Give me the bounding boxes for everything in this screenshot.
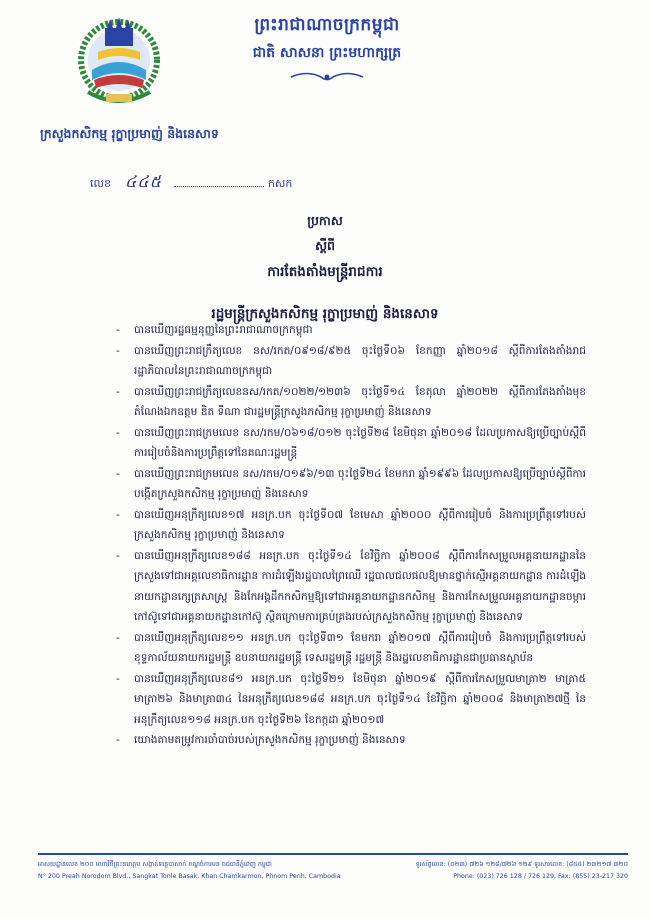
document-title-block <box>0 213 650 325</box>
list-item: - បានឃើញព្រះរាជក្រឹត្យលេខនស/រកត/១០២២/១២៣៦ ចុះថ្ងៃទី១៤ ខែតុលា ឆ្នាំ២០២២ ស្តីពីការតែងតាំងមុខតំណែងឯកឧត្តម ឌិត ទីណា ជារដ្ឋមន្ត្រីក្រសួងកសិកម្ម រុក្ខាប្រមាញ់ និងនេសាទ <box>116 382 586 423</box>
list-item: - បានឃើញព្រះរាជក្រមលេខ នស/រកម/០៦១៨/០១២ ចុះថ្ងៃទី២៨ ខែមិថុនា ឆ្នាំ២០១៨ ដែលប្រកាសឱ្យប្រើច្បាប់ស្តីពីការរៀបចំនិងការប្រព្រឹត្តទៅនៃគណៈរដ្ឋមន្ត្រី <box>116 423 586 464</box>
footer-divider <box>38 853 628 855</box>
kingdom-name: ព្រះរាជាណាចក្រកម្ពុជា <box>254 15 400 35</box>
national-motto: ជាតិ សាសនា ព្រះមហាក្សត្រ <box>252 45 402 61</box>
list-item: - យោងតាមតម្រូវការចាំបាច់របស់ក្រសួងកសិកម្ម រុក្ខាប្រមាញ់ និងនេសាទ <box>116 730 586 751</box>
legal-basis-list <box>116 320 586 751</box>
list-item: - បានឃើញអនុក្រឹត្យលេខ៨១ អនក្រ.បក ចុះថ្ងៃទី២១ ខែមិថុនា ឆ្នាំ២០១៩ ស្តីពីការកែសម្រួលមាត្រា២ មាត្រា៥ មាត្រា២៦ និងមាត្រា៣៤ នៃអនុក្រឹត្យលេខ១៨៨ អនក្រ.បក ចុះថ្ងៃទី១៤ ខែវិច្ឆិកា ឆ្នាំ២០០៨ និងមាត្រា២៧ថ្មី នៃអនុក្រឹត្យលេខ១១៨ អនក្រ.បក ចុះថ្ងៃទី២៦ ខែកក្កដា ឆ្នាំ២០១៧ <box>116 669 586 731</box>
title-on: ស្តីពី <box>315 238 335 253</box>
ministry-name: ក្រសួងកសិកម្ម រុក្ខាប្រមាញ់ និងនេសាទ <box>40 126 219 141</box>
footer-phone-english: Phone: (023) 726 128 / 726 129, Fax: (855) 23-217 320 <box>453 873 628 880</box>
ministry-logo <box>76 14 162 114</box>
ref-dotted-line <box>174 186 264 187</box>
footer-address-khmer: អាសយដ្ឋានលេខ ២០០ មហាវិថីព្រះនរោត្តម សង្កាត់ទន្លេបាសាក់ ខណ្ឌចំការមន រាជធានីភ្នំពេញ កម្ពុជា <box>38 861 272 868</box>
title-subject: ការតែងតាំងមន្ត្រីរាជការ <box>267 264 383 280</box>
list-item: - បានឃើញព្រះរាជក្រឹត្យលេខ នស/រកត/០៩១៨/៩២៥ ចុះថ្ងៃទី០៦ ខែកញ្ញា ឆ្នាំ២០១៨ ស្តីពីការតែងតាំងរាជរដ្ឋាភិបាលនៃព្រះរាជាណាចក្រកម្ពុជា <box>116 341 586 382</box>
footer-address-english: N° 200 Preah Norodom Blvd., Sangkat Tonle Basak, Khan Chamkarmon, Phnom Penh, Cambodia <box>38 873 341 880</box>
list-item: - បានឃើញអនុក្រឹត្យលេខ១៧ អនក្រ.បក ចុះថ្ងៃទី០៧ ខែមេសា ឆ្នាំ២០០០ ស្តីពីការរៀបចំ និងការប្រព្រឹត្តទៅរបស់ក្រសួងកសិកម្ម រុក្ខាប្រមាញ់ និងនេសាទ <box>116 505 586 546</box>
ref-prefix: លេខ <box>90 177 111 190</box>
list-item: - បានឃើញរដ្ឋធម្មនុញ្ញនៃព្រះរាជាណាចក្រកម្ពុជា <box>116 320 586 341</box>
list-item: - បានឃើញអនុក្រឹត្យលេខ១១ អនក្រ.បក ចុះថ្ងៃទី៣១ ខែមករា ឆ្នាំ២០១៧ ស្តីពីការរៀបចំ និងការប្រព្រឹត្តទៅរបស់ខុទ្ទកាល័យនាយករដ្ឋមន្ត្រី ឧបនាយករដ្ឋមន្ត្រី ទេសរដ្ឋមន្ត្រី រដ្ឋមន្ត្រី និងរដ្ឋលេខាធិការដ្ឋានជាប្រធានស្ថាប័ន <box>116 628 586 669</box>
footer-phone-khmer: ទូរស័ព្ទលេខ: (០២៣) ៧២៦ ១២៨/៧២៦ ១២៩ ទូរសារលេខ: (៨៥៥) ២៣២១៧ ៣២០ <box>415 861 628 868</box>
title-proclamation: ប្រកាស <box>307 213 343 228</box>
ref-suffix: កសក <box>267 177 293 190</box>
list-item: - បានឃើញព្រះរាជក្រមលេខ នស/រកម/០១៩៦/១៣ ចុះថ្ងៃទី២៤ ខែមករា ឆ្នាំ១៩៩៦ ដែលប្រកាសឱ្យប្រើច្បាប់ស្តីពីការបង្កើតក្រសួងកសិកម្ម រុក្ខាប្រមាញ់ និងនេសាទ <box>116 464 586 505</box>
flourish-ornament <box>287 70 367 84</box>
list-item: - បានឃើញអនុក្រឹត្យលេខ១៨៨ អនក្រ.បក ចុះថ្ងៃទី១៤ ខែវិច្ឆិកា ឆ្នាំ២០០៨ ស្តីពីការកែសម្រួលអគ្គនាយកដ្ឋាននៃក្រសួងទៅជាអគ្គលេខាធិការដ្ឋាន ការដំឡើងរដ្ឋបាលព្រៃឈើ រដ្ឋបាលជលផលឱ្យមានថ្នាក់ស្មើអគ្គនាយកដ្ឋាន ការដំឡើងនាយកដ្ឋានក្សេត្រសាស្ត្រ និងកែអង្គដឹកកសិកម្មឱ្យទៅជាអគ្គនាយកដ្ឋានកសិកម្ម និងការកែសម្រួលអគ្គនាយកដ្ឋានចម្ការកៅស៊ូទៅជាអគ្គនាយកដ្ឋានកៅស៊ូ ស្ថិតក្រោមការគ្រប់គ្រងរបស់ក្រសួងកសិកម្ម រុក្ខាប្រមាញ់ និងនេសាទ <box>116 546 586 628</box>
letterhead-footer <box>38 853 628 883</box>
ref-number-handwritten: ៤៤៥ <box>124 172 162 191</box>
issuer-heading: រដ្ឋមន្ត្រីក្រសួងកសិកម្ម រុក្ខាប្រមាញ់ និងនេសាទ <box>211 306 439 322</box>
letterhead-kingdom <box>222 14 432 84</box>
reference-number <box>90 171 292 195</box>
